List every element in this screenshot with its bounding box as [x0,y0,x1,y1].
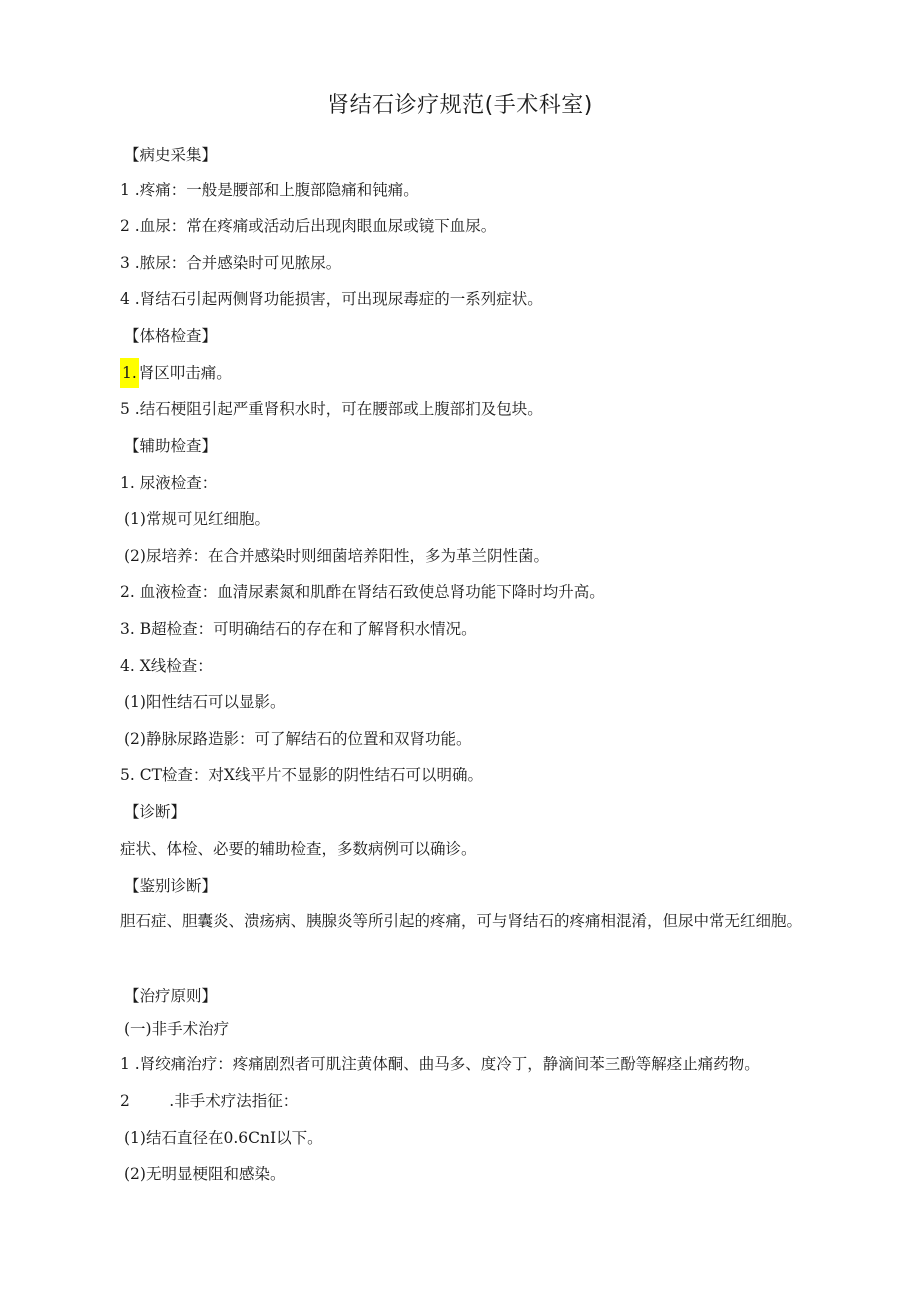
auxiliary-line: 2. 血液检查：血清尿素氮和肌酢在肾结石致使总肾功能下降时均升高。 [120,583,605,601]
treatment-line: 2 .非手术疗法指征： [120,1092,299,1110]
auxiliary-line: (2)静脉尿路造影：可了解结石的位置和双肾功能。 [124,730,472,748]
treatment-line: (一)非手术治疗 [124,1020,230,1038]
history-item: 2 .血尿：常在疼痛或活动后出现肉眼血尿或镜下血尿。 [120,217,497,235]
auxiliary-line: (2)尿培养：在合并感染时则细菌培养阳性，多为革兰阴性菌。 [124,547,549,565]
auxiliary-line: 1. 尿液检查： [120,474,218,492]
physical-item: 5 .结石梗阻引起严重肾积水时，可在腰部或上腹部扪及包块。 [120,400,543,418]
auxiliary-line: (1)常规可见红细胞。 [124,510,270,528]
section-heading-differential: 【鉴别诊断】 [124,877,218,895]
treatment-line: (1)结石直径在0.6CnI以下。 [124,1129,323,1147]
auxiliary-line: (1)阳性结石可以显影。 [124,693,286,711]
document-title: 肾结石诊疗规范(手术科室) [327,93,593,118]
section-heading-diagnosis: 【诊断】 [124,803,187,821]
section-heading-history: 【病史采集】 [124,146,218,164]
physical-item [120,363,232,383]
diagnosis-text: 症状、体检、必要的辅助检查，多数病例可以确诊。 [120,840,477,858]
treatment-line: (2)无明显梗阻和感染。 [124,1165,286,1183]
history-item: 4 .肾结石引起两侧肾功能损害，可出现尿毒症的一系列症状。 [120,290,543,308]
section-heading-physical: 【体格检查】 [124,327,218,345]
history-item: 3 .脓尿：合并感染时可见脓尿。 [120,254,342,272]
auxiliary-line: 4. X线检查： [120,657,213,675]
history-item: 1 .疼痛：一般是腰部和上腹部隐痛和钝痛。 [120,181,419,199]
highlighted-number: 1. [120,358,139,388]
physical-item-text: 肾区叩击痛。 [138,364,232,382]
section-heading-treatment: 【治疗原则】 [124,987,218,1005]
treatment-line: 1 .肾绞痛治疗：疼痛剧烈者可肌注黄体酮、曲马多、度冷丁，静滴间苯三酚等解痉止痛药物。 [120,1055,760,1073]
auxiliary-line: 5. CT检查：对X线平片不显影的阴性结石可以明确。 [120,766,483,784]
section-heading-auxiliary: 【辅助检查】 [124,437,218,455]
differential-text: 胆石症、胆囊炎、溃疡病、胰腺炎等所引起的疼痛，可与肾结石的疼痛相混淆，但尿中常无红细胞。 [120,912,803,930]
auxiliary-line: 3. B超检查：可明确结石的存在和了解肾积水情况。 [120,620,477,638]
